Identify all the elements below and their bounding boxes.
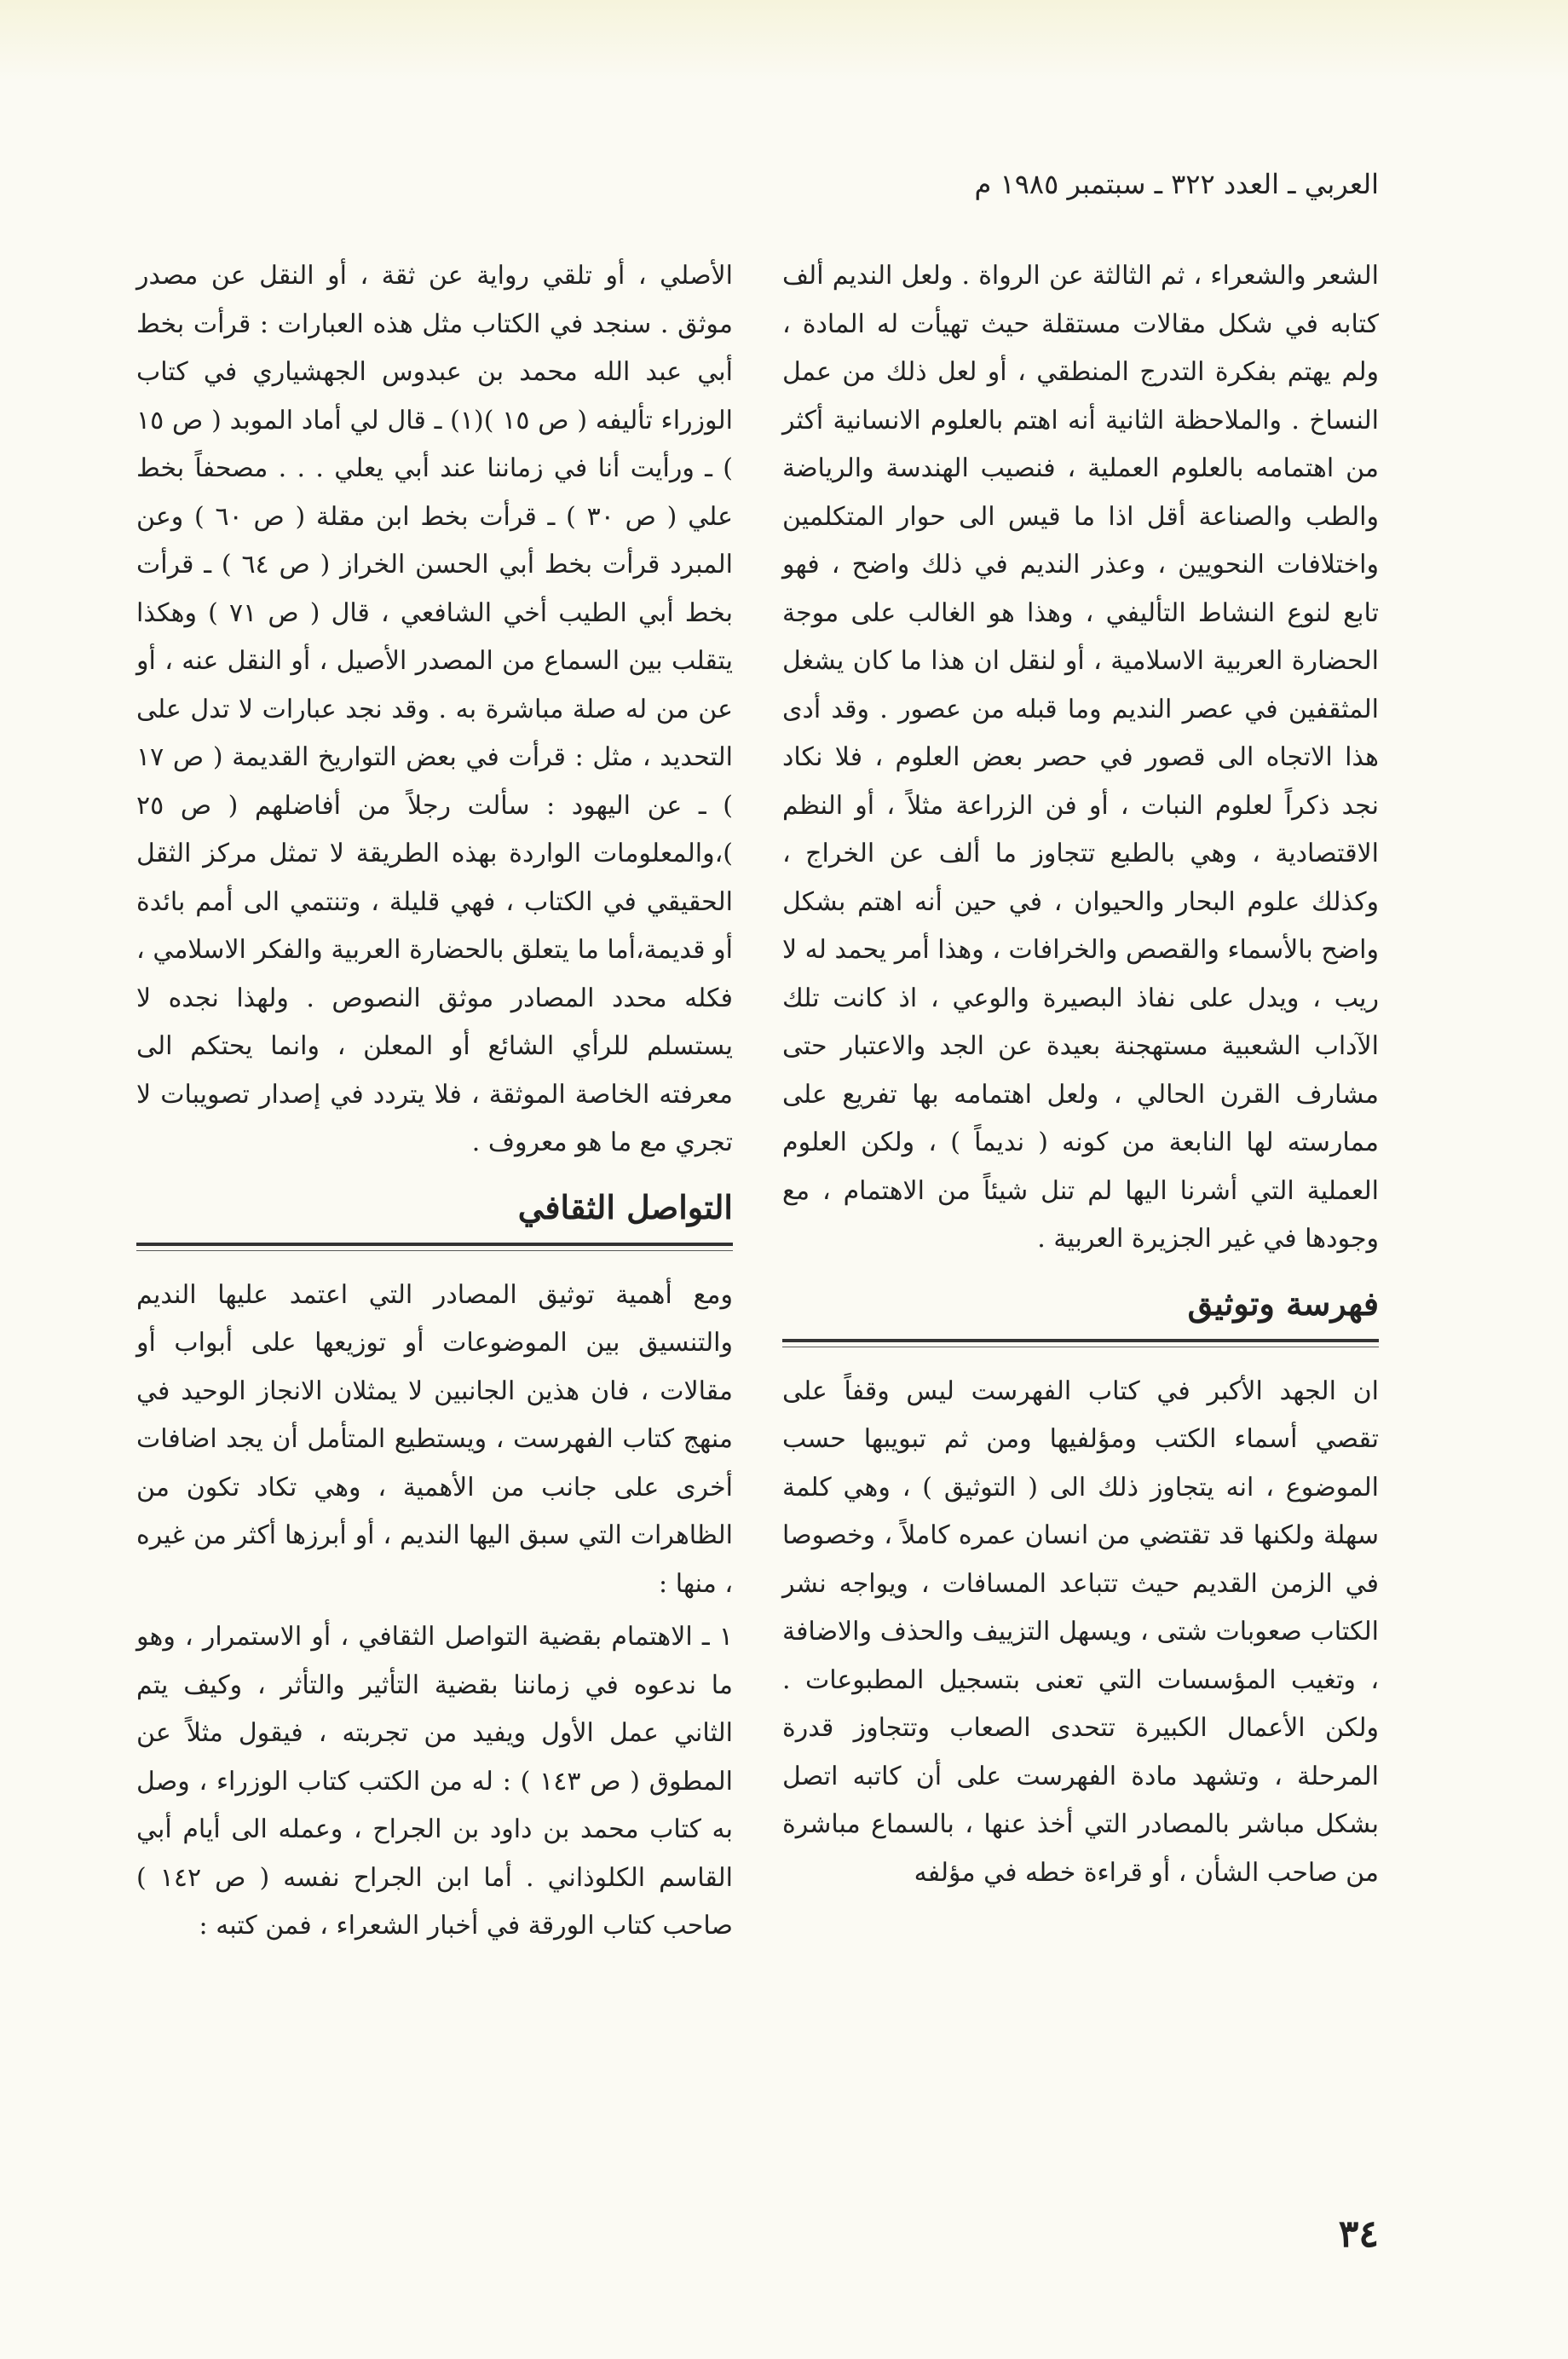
left-paragraph-2: ومع أهمية توثيق المصادر التي اعتمد عليها النديم والتنسيق بين الموضوعات أو توزيعها على أبواب أو مقالات ، فان هذين الجانبين لا يمثلان الانجاز الوحيد في منهج كتاب الفهرست ، ويستطيع المتأمل أن يجد اضافات أخرى على جانب من الأهمية ، وهي تكاد تكون من الظاهرات التي سبق اليها النديم ، أو أبرزها أكثر من غيره ، منها : xyxy=(136,1279,733,1599)
left-paragraph-3: ١ ـ الاهتمام بقضية التواصل الثقافي ، أو الاستمرار ، وهو ما ندعوه في زماننا بقضية التأثير والتأثر ، وكيف يتم الثاني عمل الأول ويفيد من تجربته ، فيقول مثلاً عن المطوق ( ص ١٤٣ ) : له من الكتب كتاب الوزراء ، وصل به كتاب محمد بن داود بن الجراح ، وعمله الى أيام أبي القاسم الكلوذاني . أما ابن الجراح نفسه ( ص ١٤٢ ) صاحب كتاب الورقة في أخبار الشعراء ، فمن كتبه : xyxy=(136,1622,733,1941)
section-heading-tawasul xyxy=(136,1186,733,1246)
left-column xyxy=(136,252,733,1956)
section-heading-fahrasa xyxy=(782,1283,1379,1342)
right-paragraph-2: ان الجهد الأكبر في كتاب الفهرست ليس وقفاً على تقصي أسماء الكتب ومؤلفيها ومن ثم تبويبها حسب الموضوع ، انه يتجاوز ذلك الى ( التوثيق ) ، وهي كلمة سهلة ولكنها قد تقتضي من انسان عمره كاملاً ، وخصوصا في الزمن القديم حيث تتباعد المسافات ، ويواجه نشر الكتاب صعوبات شتى ، ويسهل التزييف والحذف والاضافة ، وتغيب المؤسسات التي تعنى بتسجيل المطبوعات . ولكن الأعمال الكبيرة تتحدى الصعاب وتتجاوز قدرة المرحلة ، وتشهد مادة الفهرست على أن كاتبه اتصل بشكل مباشر بالمصادر التي أخذ عنها ، بالسماع مباشرة من صاحب الشأن ، أو قراءة خطه في مؤلفه xyxy=(782,1376,1379,1888)
right-paragraph-1: الشعر والشعراء ، ثم الثالثة عن الرواة . ولعل النديم ألف كتابه في شكل مقالات مستقلة حيث تهيأت له المادة ، ولم يهتم بفكرة التدرج المنطقي ، أو لعل ذلك من عمل النساخ . والملاحظة الثانية أنه اهتم بالعلوم الانسانية أكثر من اهتمامه بالعلوم العملية ، فنصيب الهندسة والرياضة والطب والصناعة أقل اذا ما قيس الى حوار المتكلمين واختلافات النحويين ، وعذر النديم في ذلك واضح ، فهو تابع لنوع النشاط التأليفي ، وهذا هو الغالب على موجة الحضارة العربية الاسلامية ، أو لنقل ان هذا ما كان يشغل المثقفين في عصر النديم وما قبله من عصور . وقد أدى هذا الاتجاه الى قصور في حصر بعض العلوم ، فلا نكاد نجد ذكراً لعلوم النبات ، أو فن الزراعة مثلاً ، أو النظم الاقتصادية ، وهي بالطبع تتجاوز ما ألف عن الخراج ، وكذلك علوم البحار والحيوان ، في حين أنه اهتم بشكل واضح بالأسماء والقصص والخرافات ، وهذا أمر يحمد له لا ريب ، ويدل على نفاذ البصيرة والوعي ، اذ كانت تلك الآداب الشعبية مستهجنة بعيدة عن الجد والاعتبار حتى مشارف القرن الحالي ، ولعل اهتمامه بها تفريع على ممارسته لها النابعة من كونه ( نديماً ) ، ولكن العلوم العملية التي أشرنا اليها لم تنل شيئاً من الاهتمام ، مع وجودها في غير الجزيرة العربية . xyxy=(782,261,1379,1254)
top-band xyxy=(0,0,1568,81)
page-number: ٣٤ xyxy=(1338,2212,1379,2256)
section-heading-text: التواصل الثقافي xyxy=(517,1187,733,1226)
right-column xyxy=(782,252,1379,1902)
running-head: العربي ـ العدد ٣٢٢ ـ سبتمبر ١٩٨٥ م xyxy=(974,168,1379,200)
section-heading-text: فهرسة وتوثيق xyxy=(1187,1283,1379,1323)
left-paragraph-1: الأصلي ، أو تلقي رواية عن ثقة ، أو النقل عن مصدر موثق . سنجد في الكتاب مثل هذه العبارات : قرأت بخط أبي عبد الله محمد بن عبدوس الجهشياري في كتاب الوزراء تأليفه ( ص ١٥ )(١) ـ قال لي أماد الموبد ( ص ١٥ ) ـ ورأيت أنا في زماننا عند أبي يعلي . . . مصحفاً بخط علي ( ص ٣٠ ) ـ قرأت بخط ابن مقلة ( ص ٦٠ ) وعن المبرد قرأت بخط أبي الحسن الخراز ( ص ٦٤ ) ـ قرأت بخط أبي الطيب أخي الشافعي ، قال ( ص ٧١ ) وهكذا يتقلب بين السماع من المصدر الأصيل ، أو النقل عنه ، أو عن من له صلة مباشرة به . وقد نجد عبارات لا تدل على التحديد ، مثل : قرأت في بعض التواريخ القديمة ( ص ١٧ ) ـ عن اليهود : سألت رجلاً من أفاضلهم ( ص ٢٥ )،والمعلومات الواردة بهذه الطريقة لا تمثل مركز الثقل الحقيقي في الكتاب ، فهي قليلة ، وتنتمي الى أمم بائدة أو قديمة،أما ما يتعلق بالحضارة العربية والفكر الاسلامي ، فكله محدد المصادر موثق النصوص . ولهذا نجده لا يستسلم للرأي الشائع أو المعلن ، وانما يحتكم الى معرفته الخاصة الموثقة ، فلا يتردد في إصدار تصويبات لا تجري مع ما هو معروف . xyxy=(136,261,733,1157)
